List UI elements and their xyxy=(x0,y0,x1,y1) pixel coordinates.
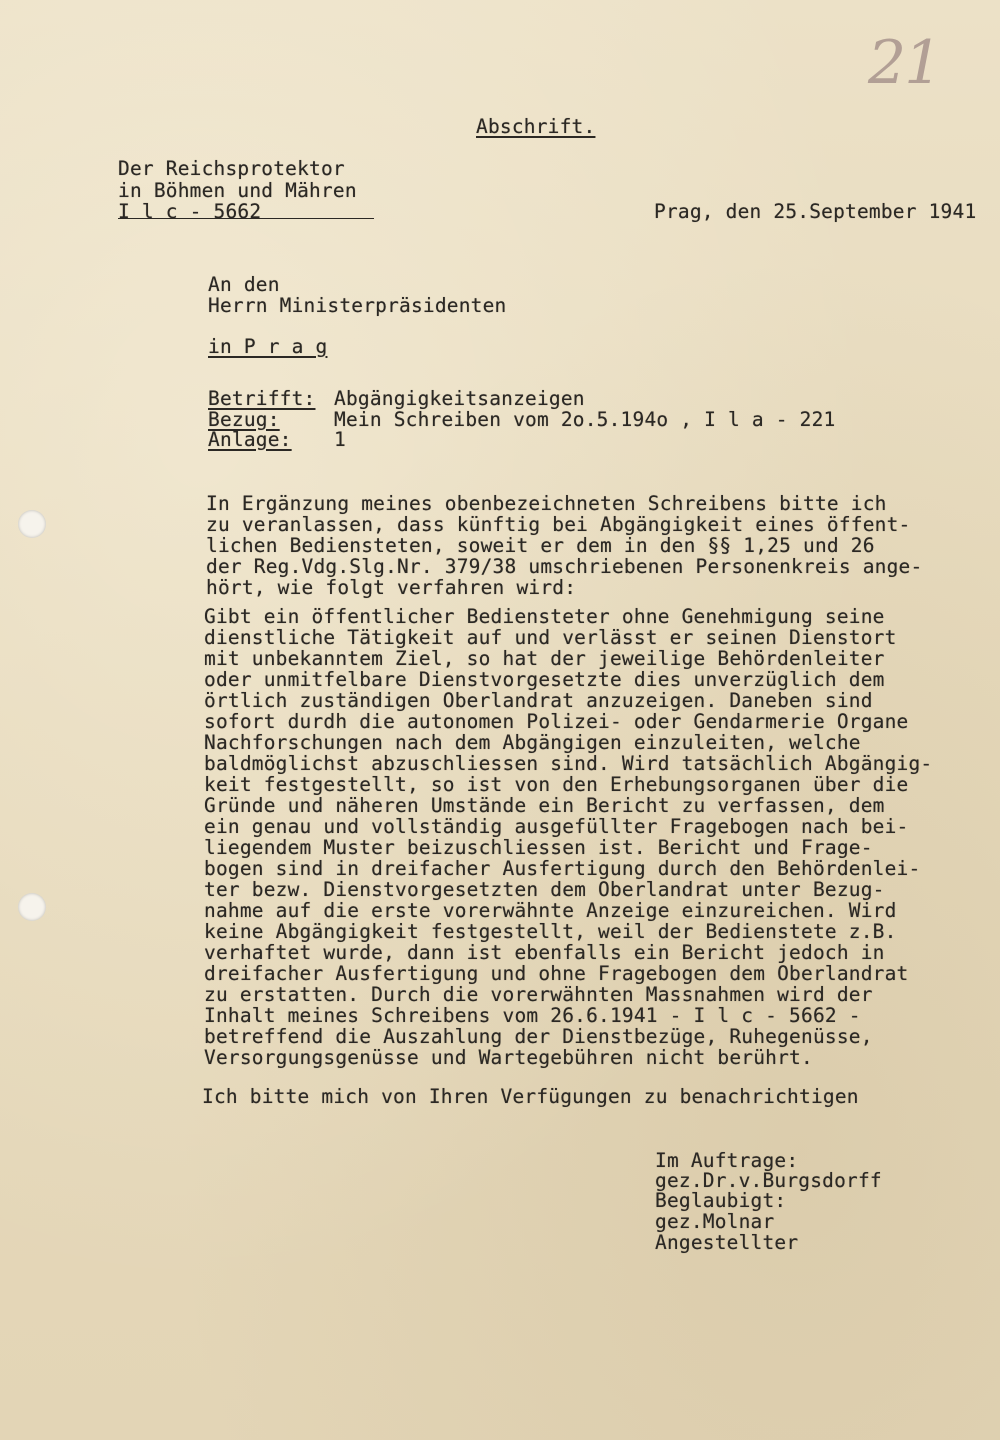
signature-line: gez.Dr.v.Burgsdorff xyxy=(655,1169,882,1192)
paragraph-line: keit festgestellt, so ist von den Erhebungsorganen über die xyxy=(204,773,909,796)
signature-line: gez.Molnar xyxy=(655,1210,775,1233)
paragraph-line: Inhalt meines Schreibens vom 26.6.1941 - I l c - 5662 - xyxy=(204,1004,861,1027)
paragraph-line: Gibt ein öffentlicher Bediensteter ohne Genehmigung seine xyxy=(204,605,885,628)
paragraph-line: hört, wie folgt verfahren wird: xyxy=(206,576,577,599)
paragraph-line: keine Abgängigkeit festgestellt, weil der Bedienstete z.B. xyxy=(204,920,897,943)
betrifft-label: Betrifft: xyxy=(208,387,316,410)
bezug-value: Mein Schreiben vom 2o.5.194o , I l a - 221 xyxy=(334,408,836,431)
sender-reference: I l c - 5662 xyxy=(118,200,262,223)
closing-line: Ich bitte mich von Ihren Verfügungen zu benachrichtigen xyxy=(202,1085,859,1108)
signature-line: Beglaubigt: xyxy=(655,1189,787,1212)
paragraph-line: nahme auf die erste vorerwähnte Anzeige einzureichen. Wird xyxy=(204,899,897,922)
paragraph-line: bogen sind in dreifacher Ausfertigung durch den Behördenlei- xyxy=(204,857,921,880)
paragraph-line: ein genau und vollständig ausgefüllter Fragebogen nach bei- xyxy=(204,815,909,838)
paragraph-line: dreifacher Ausfertigung und ohne Fragebogen dem Oberlandrat xyxy=(204,962,909,985)
bezug-label: Bezug: xyxy=(208,408,280,431)
paragraph-line: Nachforschungen nach dem Abgängigen einzuleiten, welche xyxy=(204,731,861,754)
document-heading: Abschrift. xyxy=(476,115,596,138)
signature-line: Angestellter xyxy=(655,1231,799,1254)
anlage-value: 1 xyxy=(334,428,346,451)
sender-line-2: in Böhmen und Mähren xyxy=(118,179,357,202)
paragraph-line: lichen Bediensteten, soweit er dem in den §§ 1,25 und 26 xyxy=(206,534,875,557)
paragraph-line: baldmöglichst abzuschliessen sind. Wird tatsächlich Abgängig- xyxy=(204,752,933,775)
punch-hole-top xyxy=(18,510,46,538)
addressee-line-1: An den xyxy=(208,273,280,296)
paragraph-line: örtlich zuständigen Oberlandrat anzuzeigen. Daneben sind xyxy=(204,689,873,712)
paragraph-line: liegendem Muster beizuschliessen ist. Bericht und Frage- xyxy=(204,836,873,859)
paragraph-line: oder unmitfelbare Dienstvorgesetzte dies unverzüglich dem xyxy=(204,668,885,691)
addressee-city: in P r a g xyxy=(208,335,328,358)
anlage-label: Anlage: xyxy=(208,428,292,451)
paragraph-line: betreffend die Auszahlung der Dienstbezüge, Ruhegenüsse, xyxy=(204,1025,873,1048)
paragraph-line: zu erstatten. Durch die vorerwähnten Massnahmen wird der xyxy=(204,983,873,1006)
paragraph-line: verhaftet wurde, dann ist ebenfalls ein Bericht jedoch in xyxy=(204,941,885,964)
sender-line-1: Der Reichsprotektor xyxy=(118,157,345,180)
paragraph-line: mit unbekanntem Ziel, so hat der jeweilige Behördenleiter xyxy=(204,647,885,670)
addressee-line-2: Herrn Ministerpräsidenten xyxy=(208,294,507,317)
paragraph-line: sofort durdh die autonomen Polizei- oder Gendarmerie Organe xyxy=(204,710,909,733)
paragraph-line: zu veranlassen, dass künftig bei Abgängigkeit eines öffent- xyxy=(206,513,911,536)
punch-hole-bottom xyxy=(18,893,46,921)
paragraph-line: dienstliche Tätigkeit auf und verlässt er seinen Dienstort xyxy=(204,626,897,649)
place-date: Prag, den 25.September 1941 xyxy=(654,200,977,223)
paragraph-line: der Reg.Vdg.Slg.Nr. 379/38 umschriebenen Personenkreis ange- xyxy=(206,555,923,578)
handwritten-page-number: 21 xyxy=(868,28,941,98)
paragraph-line: In Ergänzung meines obenbezeichneten Schreibens bitte ich xyxy=(206,492,887,515)
signature-line: Im Auftrage: xyxy=(655,1149,799,1172)
paragraph-line: Versorgungsgenüsse und Wartegebühren nicht berührt. xyxy=(204,1046,813,1069)
sender-reference-underline xyxy=(118,218,374,219)
paragraph-line: ter bezw. Dienstvorgesetzten dem Oberlandrat unter Bezug- xyxy=(204,878,885,901)
betrifft-value: Abgängigkeitsanzeigen xyxy=(334,387,585,410)
paragraph-line: Gründe und näheren Umstände ein Bericht zu verfassen, dem xyxy=(204,794,885,817)
